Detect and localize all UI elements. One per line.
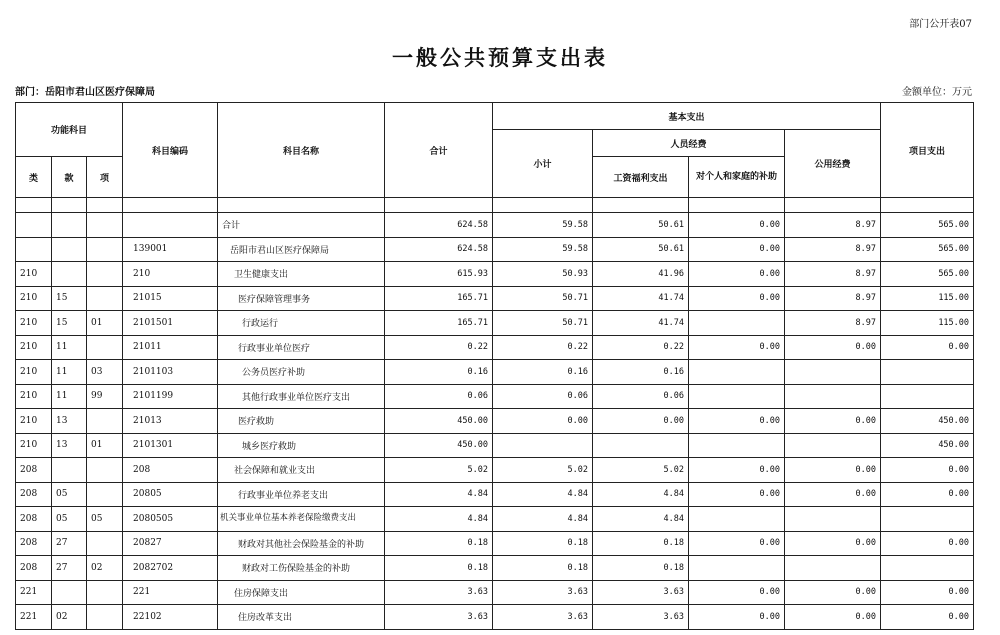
cell-public: 8.97 [785, 237, 881, 262]
cell-wage: 0.16 [593, 360, 689, 385]
table-row [16, 262, 974, 287]
cell-subtotal: 0.18 [493, 531, 593, 556]
cell-total: 165.71 [385, 311, 493, 336]
cell-name: 机关事业单位基本养老保险缴费支出 [218, 507, 385, 532]
table-row [16, 409, 974, 434]
cell-name: 行政事业单位养老支出 [218, 482, 385, 507]
cell-kuan: 27 [52, 556, 87, 581]
cell-kuan: 05 [52, 482, 87, 507]
cell-subtotal: 4.84 [493, 482, 593, 507]
cell-wage: 50.61 [593, 213, 689, 238]
cell-name: 城乡医疗救助 [218, 433, 385, 458]
cell-project: 0.00 [881, 335, 974, 360]
cell-subtotal: 59.58 [493, 213, 593, 238]
cell-project: 450.00 [881, 409, 974, 434]
cell-xiang: 03 [87, 360, 123, 385]
cell-family: 0.00 [689, 409, 785, 434]
table-row [16, 507, 974, 532]
cell-project: 565.00 [881, 237, 974, 262]
cell-kuan [52, 458, 87, 483]
cell-family: 0.00 [689, 335, 785, 360]
header-basic: 基本支出 [493, 103, 881, 130]
cell-kuan: 15 [52, 311, 87, 336]
cell-subtotal: 3.63 [493, 580, 593, 605]
cell-public: 8.97 [785, 311, 881, 336]
cell-code: 208 [123, 458, 218, 483]
cell-lei: 210 [16, 262, 52, 287]
cell-family [689, 311, 785, 336]
cell-code: 221 [123, 580, 218, 605]
header-xiang: 项 [87, 157, 123, 198]
cell-lei: 210 [16, 311, 52, 336]
cell-family: 0.00 [689, 605, 785, 630]
cell-lei [16, 213, 52, 238]
cell-code: 21015 [123, 286, 218, 311]
cell-kuan: 27 [52, 531, 87, 556]
cell-code: 22102 [123, 605, 218, 630]
cell-xiang [87, 237, 123, 262]
cell-xiang: 02 [87, 556, 123, 581]
cell-lei: 210 [16, 409, 52, 434]
header-total: 合计 [385, 103, 493, 198]
cell-subtotal: 4.84 [493, 507, 593, 532]
cell-kuan: 05 [52, 507, 87, 532]
form-tag: 部门公开表07 [909, 19, 972, 30]
table-row [16, 482, 974, 507]
header-project: 项目支出 [881, 103, 974, 198]
cell-family: 0.00 [689, 213, 785, 238]
cell-code: 2080505 [123, 507, 218, 532]
cell-xiang: 01 [87, 433, 123, 458]
cell-subtotal: 0.22 [493, 335, 593, 360]
cell-wage [593, 433, 689, 458]
table-row [16, 335, 974, 360]
cell-kuan: 11 [52, 384, 87, 409]
cell-family [689, 360, 785, 385]
header-public: 公用经费 [785, 130, 881, 198]
unit-label: 金额单位：万元 [902, 87, 972, 98]
cell-code: 2101501 [123, 311, 218, 336]
cell-code: 2101199 [123, 384, 218, 409]
cell-total: 0.06 [385, 384, 493, 409]
cell-wage: 5.02 [593, 458, 689, 483]
cell-project: 115.00 [881, 311, 974, 336]
cell-public [785, 556, 881, 581]
cell-subtotal: 50.93 [493, 262, 593, 287]
cell-name: 财政对工伤保险基金的补助 [218, 556, 385, 581]
cell-wage: 50.61 [593, 237, 689, 262]
header-kuan: 款 [52, 157, 87, 198]
cell-family: 0.00 [689, 580, 785, 605]
cell-total: 450.00 [385, 433, 493, 458]
cell-total: 3.63 [385, 605, 493, 630]
cell-kuan [52, 213, 87, 238]
cell-public: 0.00 [785, 531, 881, 556]
cell-public: 8.97 [785, 262, 881, 287]
cell-lei: 210 [16, 335, 52, 360]
cell-code: 2101103 [123, 360, 218, 385]
table-header [16, 103, 974, 198]
header-lei: 类 [16, 157, 52, 198]
cell-name: 财政对其他社会保险基金的补助 [218, 531, 385, 556]
header-name: 科目名称 [218, 103, 385, 198]
cell-public: 8.97 [785, 286, 881, 311]
cell-public: 0.00 [785, 580, 881, 605]
department-label: 部门：岳阳市君山区医疗保障局 [15, 87, 155, 98]
cell-public [785, 507, 881, 532]
cell-subtotal: 50.71 [493, 286, 593, 311]
cell-project [881, 507, 974, 532]
cell-lei: 208 [16, 458, 52, 483]
cell-name: 住房改革支出 [218, 605, 385, 630]
cell-public: 0.00 [785, 335, 881, 360]
cell-wage: 0.06 [593, 384, 689, 409]
cell-code [123, 213, 218, 238]
cell-total: 0.18 [385, 531, 493, 556]
cell-subtotal [493, 433, 593, 458]
cell-wage: 4.84 [593, 507, 689, 532]
cell-family: 0.00 [689, 286, 785, 311]
cell-xiang: 05 [87, 507, 123, 532]
header-subtotal: 小计 [493, 130, 593, 198]
cell-code: 2082702 [123, 556, 218, 581]
cell-name: 社会保障和就业支出 [218, 458, 385, 483]
header-code: 科目编码 [123, 103, 218, 198]
cell-kuan [52, 262, 87, 287]
cell-wage: 0.18 [593, 531, 689, 556]
cell-public: 0.00 [785, 458, 881, 483]
cell-project: 450.00 [881, 433, 974, 458]
cell-name: 岳阳市君山区医疗保障局 [218, 237, 385, 262]
cell-lei: 208 [16, 556, 52, 581]
cell-project: 0.00 [881, 482, 974, 507]
cell-xiang [87, 482, 123, 507]
cell-lei: 210 [16, 360, 52, 385]
cell-xiang [87, 531, 123, 556]
cell-total: 624.58 [385, 237, 493, 262]
cell-total: 0.22 [385, 335, 493, 360]
cell-lei: 210 [16, 433, 52, 458]
cell-total: 5.02 [385, 458, 493, 483]
cell-total: 3.63 [385, 580, 493, 605]
table-row [16, 556, 974, 581]
cell-code: 20805 [123, 482, 218, 507]
table-row [16, 311, 974, 336]
cell-family: 0.00 [689, 458, 785, 483]
cell-kuan: 11 [52, 360, 87, 385]
cell-xiang [87, 335, 123, 360]
cell-xiang: 99 [87, 384, 123, 409]
cell-code: 210 [123, 262, 218, 287]
header-family: 对个人和家庭的补助 [689, 157, 785, 198]
table-row [16, 286, 974, 311]
header-func-subject: 功能科目 [16, 103, 123, 157]
cell-project: 0.00 [881, 531, 974, 556]
cell-public [785, 433, 881, 458]
cell-wage: 41.74 [593, 311, 689, 336]
cell-wage: 41.96 [593, 262, 689, 287]
page-title: 一般公共预算支出表 [392, 46, 608, 70]
cell-kuan [52, 237, 87, 262]
cell-family [689, 556, 785, 581]
cell-lei: 208 [16, 507, 52, 532]
cell-name: 行政运行 [218, 311, 385, 336]
cell-project [881, 384, 974, 409]
cell-wage: 3.63 [593, 605, 689, 630]
cell-code: 21013 [123, 409, 218, 434]
cell-project: 565.00 [881, 262, 974, 287]
cell-subtotal: 59.58 [493, 237, 593, 262]
cell-family: 0.00 [689, 262, 785, 287]
spacer-row [16, 198, 974, 213]
cell-lei: 221 [16, 605, 52, 630]
cell-project: 0.00 [881, 580, 974, 605]
cell-kuan: 13 [52, 433, 87, 458]
cell-wage: 4.84 [593, 482, 689, 507]
cell-public: 8.97 [785, 213, 881, 238]
cell-name: 合计 [218, 213, 385, 238]
cell-kuan: 13 [52, 409, 87, 434]
cell-name: 住房保障支出 [218, 580, 385, 605]
table-row [16, 237, 974, 262]
cell-total: 4.84 [385, 507, 493, 532]
budget-table [15, 102, 974, 630]
cell-total: 4.84 [385, 482, 493, 507]
cell-wage: 41.74 [593, 286, 689, 311]
table-row [16, 384, 974, 409]
cell-code: 21011 [123, 335, 218, 360]
cell-subtotal: 3.63 [493, 605, 593, 630]
cell-xiang [87, 605, 123, 630]
table-row [16, 531, 974, 556]
cell-code: 2101301 [123, 433, 218, 458]
header-wage: 工资福利支出 [593, 157, 689, 198]
cell-total: 450.00 [385, 409, 493, 434]
cell-public [785, 360, 881, 385]
cell-wage: 0.00 [593, 409, 689, 434]
cell-name: 卫生健康支出 [218, 262, 385, 287]
table-row [16, 580, 974, 605]
cell-total: 0.16 [385, 360, 493, 385]
cell-subtotal: 0.06 [493, 384, 593, 409]
cell-code: 20827 [123, 531, 218, 556]
cell-family: 0.00 [689, 482, 785, 507]
cell-xiang: 01 [87, 311, 123, 336]
cell-wage: 0.22 [593, 335, 689, 360]
cell-subtotal: 50.71 [493, 311, 593, 336]
cell-subtotal: 5.02 [493, 458, 593, 483]
cell-kuan: 11 [52, 335, 87, 360]
cell-lei: 208 [16, 531, 52, 556]
cell-name: 其他行政事业单位医疗支出 [218, 384, 385, 409]
cell-kuan: 02 [52, 605, 87, 630]
cell-lei [16, 237, 52, 262]
cell-project: 565.00 [881, 213, 974, 238]
header-personnel: 人员经费 [593, 130, 785, 157]
cell-subtotal: 0.18 [493, 556, 593, 581]
cell-lei: 208 [16, 482, 52, 507]
table-row [16, 360, 974, 385]
cell-family: 0.00 [689, 531, 785, 556]
cell-xiang [87, 262, 123, 287]
cell-name: 医疗救助 [218, 409, 385, 434]
cell-project: 0.00 [881, 458, 974, 483]
cell-name: 行政事业单位医疗 [218, 335, 385, 360]
table-row [16, 213, 974, 238]
cell-total: 165.71 [385, 286, 493, 311]
cell-public: 0.00 [785, 482, 881, 507]
cell-kuan [52, 580, 87, 605]
cell-name: 公务员医疗补助 [218, 360, 385, 385]
cell-lei: 210 [16, 286, 52, 311]
table-body [16, 198, 974, 630]
cell-name: 医疗保障管理事务 [218, 286, 385, 311]
cell-project [881, 360, 974, 385]
cell-family [689, 433, 785, 458]
cell-lei: 210 [16, 384, 52, 409]
cell-family [689, 384, 785, 409]
cell-project: 0.00 [881, 605, 974, 630]
cell-subtotal: 0.00 [493, 409, 593, 434]
cell-wage: 0.18 [593, 556, 689, 581]
cell-total: 615.93 [385, 262, 493, 287]
table-row [16, 433, 974, 458]
cell-lei: 221 [16, 580, 52, 605]
cell-xiang [87, 458, 123, 483]
cell-family [689, 507, 785, 532]
cell-family: 0.00 [689, 237, 785, 262]
table-row [16, 605, 974, 630]
cell-kuan: 15 [52, 286, 87, 311]
cell-total: 0.18 [385, 556, 493, 581]
cell-public [785, 384, 881, 409]
cell-xiang [87, 409, 123, 434]
cell-wage: 3.63 [593, 580, 689, 605]
cell-total: 624.58 [385, 213, 493, 238]
cell-project: 115.00 [881, 286, 974, 311]
cell-subtotal: 0.16 [493, 360, 593, 385]
cell-public: 0.00 [785, 409, 881, 434]
table-row [16, 458, 974, 483]
cell-code: 139001 [123, 237, 218, 262]
cell-public: 0.00 [785, 605, 881, 630]
cell-xiang [87, 286, 123, 311]
cell-xiang [87, 213, 123, 238]
cell-project [881, 556, 974, 581]
cell-xiang [87, 580, 123, 605]
